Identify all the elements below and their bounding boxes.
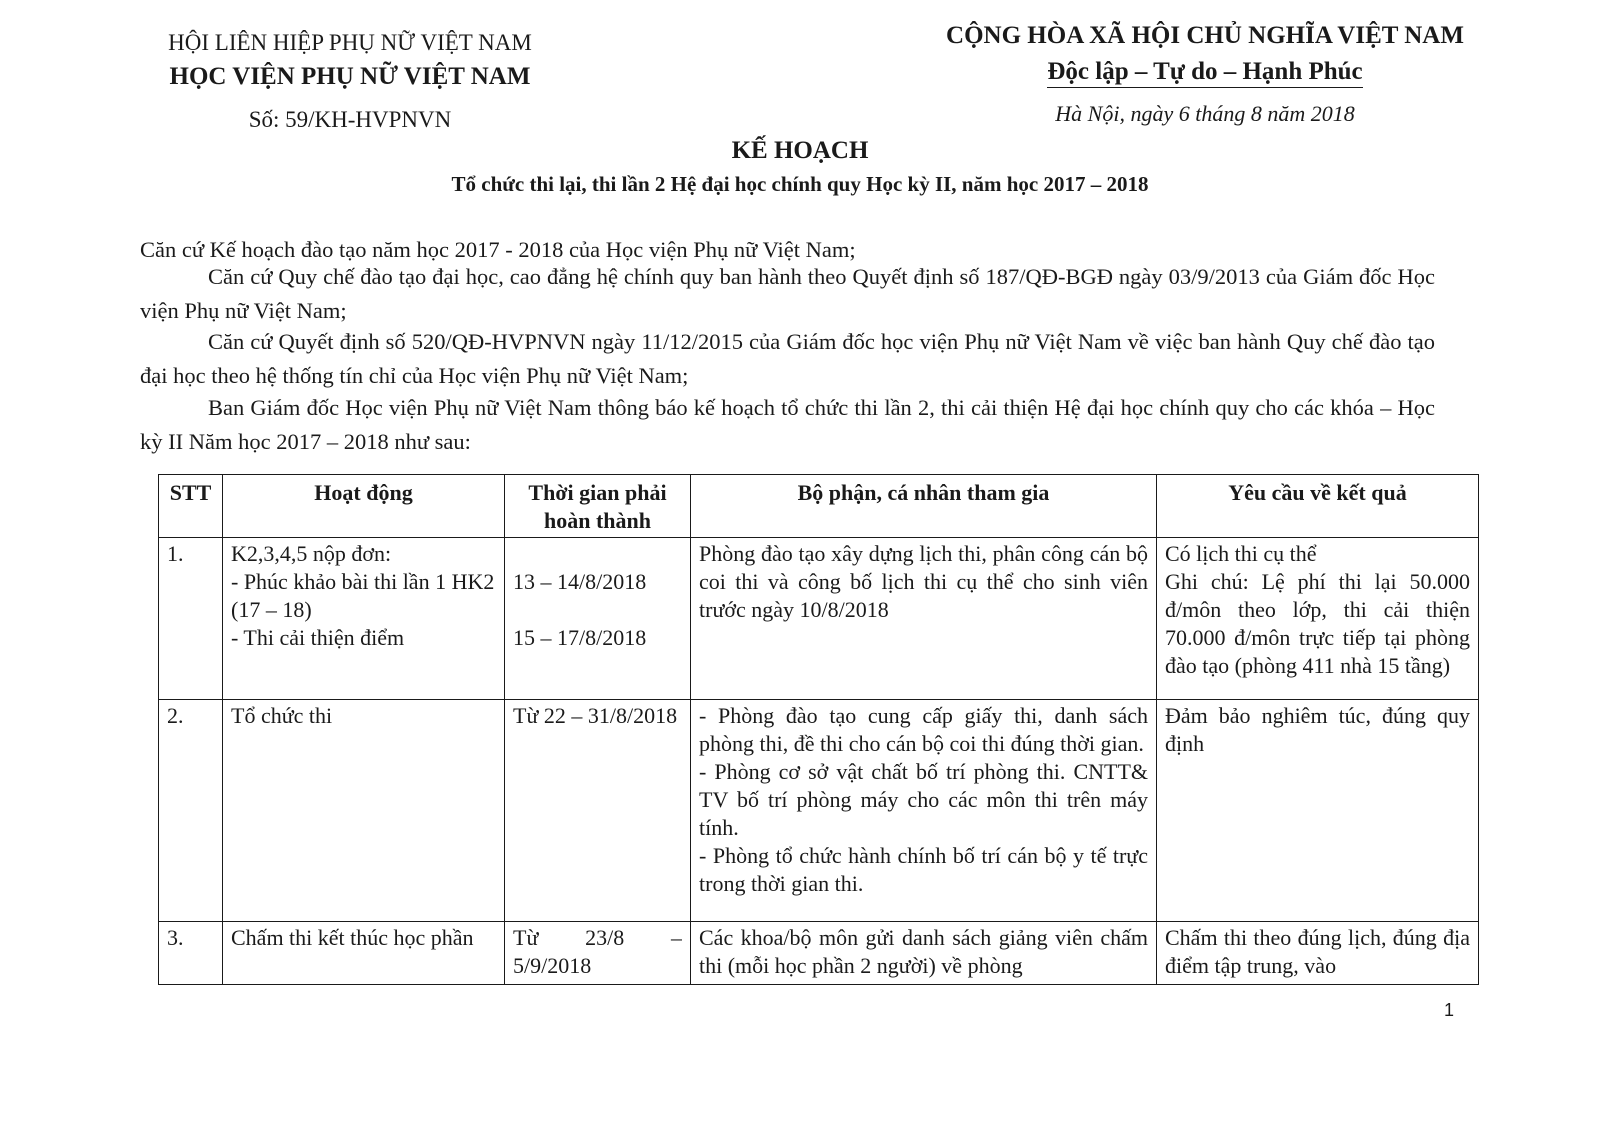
table-row xyxy=(159,922,1479,985)
paragraph-2: Căn cứ Quy chế đào tạo đại học, cao đẳng hệ chính quy ban hành theo Quyết định số 187/QĐ-BGĐ ngày 03/9/2013 của Giám đốc Học viện Phụ nữ Việt Nam; xyxy=(140,264,1435,323)
row-result: Đảm bảo nghiêm túc, đúng quy định xyxy=(1157,700,1479,922)
paragraph-3: Căn cứ Quyết định số 520/QĐ-HVPNVN ngày 11/12/2015 của Giám đốc học viện Phụ nữ Việt Nam về việc ban hành Quy chế đào tạo đại học theo hệ thống tín chỉ của Học viện Phụ nữ Việt Nam; xyxy=(140,329,1435,388)
header-participants: Bộ phận, cá nhân tham gia xyxy=(691,475,1157,538)
row-time-text: Từ 23/8 – 5/9/2018 xyxy=(513,925,682,978)
row-activity xyxy=(223,922,505,985)
row-stt: 2. xyxy=(159,700,223,922)
row-result-text: Chấm thi theo đúng lịch, đúng địa điểm tập trung, vào xyxy=(1165,925,1470,978)
row-time xyxy=(505,922,691,985)
org-name: HỌC VIỆN PHỤ NỮ VIỆT NAM xyxy=(169,63,531,90)
row-participants: Phòng đào tạo xây dựng lịch thi, phân công cán bộ coi thi và công bố lịch thi cụ thể cho sinh viên trước ngày 10/8/2018 xyxy=(691,538,1157,700)
row-stt: 1. xyxy=(159,538,223,700)
org-parent: HỘI LIÊN HIỆP PHỤ NỮ VIỆT NAM xyxy=(168,30,532,55)
header-stt: STT xyxy=(159,475,223,538)
row-time: Từ 22 – 31/8/2018 xyxy=(505,700,691,922)
header-result: Yêu cầu về kết quả xyxy=(1157,475,1479,538)
document-title: KẾ HOẠCH xyxy=(731,137,869,164)
row-participants-text: Các khoa/bộ môn gửi danh sách giảng viên chấm thi (mỗi học phần 2 người) về phòng xyxy=(699,925,1148,978)
table-row xyxy=(159,538,1479,700)
nation-title: CỘNG HÒA XÃ HỘI CHỦ NGHĨA VIỆT NAM xyxy=(946,22,1464,49)
header-activity: Hoạt động xyxy=(223,475,505,538)
paragraph-4: Ban Giám đốc Học viện Phụ nữ Việt Nam thông báo kế hoạch tổ chức thi lần 2, thi cải thiện Hệ đại học chính quy cho các khóa – Học kỳ II Năm học 2017 – 2018 như sau: xyxy=(140,395,1435,454)
document-subtitle: Tổ chức thi lại, thi lần 2 Hệ đại học chính quy Học kỳ II, năm học 2017 – 2018 xyxy=(451,172,1149,196)
row-time: 13 – 14/8/2018 15 – 17/8/2018 xyxy=(505,538,691,700)
row-stt-text: 3. xyxy=(167,925,184,950)
row-activity: Tổ chức thi xyxy=(223,700,505,922)
row-participants xyxy=(691,922,1157,985)
date-line: Hà Nội, ngày 6 tháng 8 năm 2018 xyxy=(1055,101,1355,126)
row-result xyxy=(1157,922,1479,985)
row-participants: - Phòng đào tạo cung cấp giấy thi, danh sách phòng thi, đề thi cho cán bộ coi thi đúng thời gian. - Phòng cơ sở vật chất bố trí phòng thi. CNTT& TV bố trí phòng máy cho các môn thi trên máy tính. - Phòng tổ chức hành chính bố trí cán bộ y tế trực trong thời gian thi. xyxy=(691,700,1157,922)
doc-number: Số: 59/KH-HVPNVN xyxy=(248,107,452,132)
motto-text: Độc lập – Tự do – Hạnh Phúc xyxy=(1047,58,1362,88)
table-header-row xyxy=(159,475,1479,538)
row-activity-text: Chấm thi kết thúc học phần xyxy=(231,925,474,950)
header-time: Thời gian phải hoàn thành xyxy=(505,475,691,538)
table-row xyxy=(159,700,1479,922)
row-activity: K2,3,4,5 nộp đơn: - Phúc khảo bài thi lần 1 HK2 (17 – 18) - Thi cải thiện điểm xyxy=(223,538,505,700)
row-result: Có lịch thi cụ thể Ghi chú: Lệ phí thi lại 50.000 đ/môn theo lớp, thi cải thiện 70.000 đ/môn trực tiếp tại phòng đào tạo (phòng 411 nhà 15 tầng) xyxy=(1157,538,1479,700)
row-stt xyxy=(159,922,223,985)
paragraph-1: Căn cứ Kế hoạch đào tạo năm học 2017 - 2018 của Học viện Phụ nữ Việt Nam; xyxy=(140,237,856,262)
page-number: 1 xyxy=(1444,1000,1455,1020)
plan-table xyxy=(158,474,1479,985)
motto xyxy=(920,58,1490,86)
